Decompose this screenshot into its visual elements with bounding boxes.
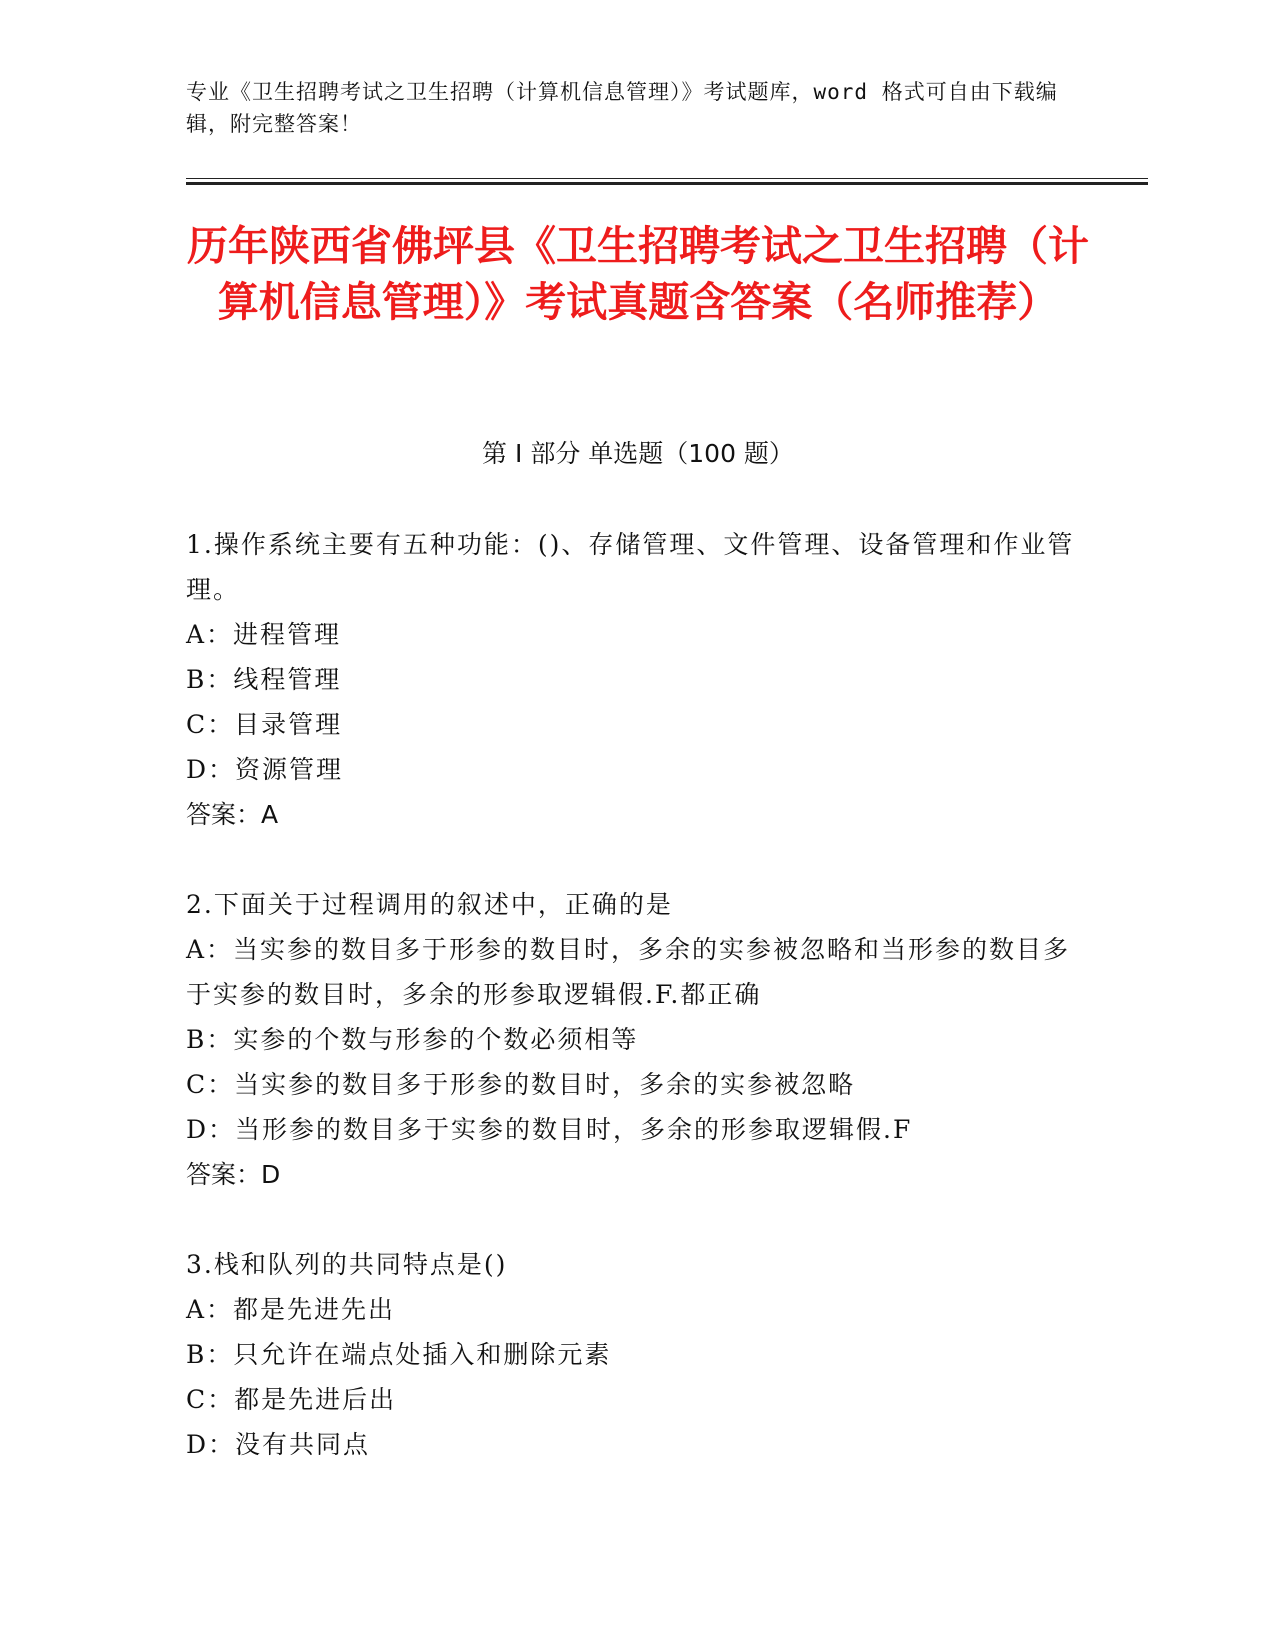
option-d: D：资源管理 [186,755,344,784]
header-note: 专业《卫生招聘考试之卫生招聘（计算机信息管理）》考试题库，word 格式可自由下载编辑，附完整答案！ [186,80,1058,136]
option-a: A：都是先进先出 [186,1295,396,1324]
option-c: C：当实参的数目多于形参的数目时，多余的实参被忽略 [186,1070,856,1099]
option-a: A：进程管理 [186,620,342,649]
question-1 [186,522,1086,838]
question-3 [186,1242,1086,1467]
question-stem: 3.栈和队列的共同特点是() [186,1250,508,1279]
answer-line: 答案：D [186,1160,281,1189]
option-a: A：当实参的数目多于形参的数目时，多余的实参被忽略和当形参的数目多于实参的数目时，多余的形参取逻辑假.F.都正确 [186,935,1071,1009]
option-d: D：当形参的数目多于实参的数目时，多余的形参取逻辑假.F [186,1115,913,1144]
question-2 [186,882,1086,1198]
option-c: C：目录管理 [186,710,343,739]
option-b: B：实参的个数与形参的个数必须相等 [186,1025,639,1054]
question-stem: 2.下面关于过程调用的叙述中，正确的是 [186,890,673,919]
question-stem: 1.操作系统主要有五种功能：()、存储管理、文件管理、设备管理和作业管理。 [186,530,1075,604]
header-divider-thick [186,182,1148,185]
option-b: B：只允许在端点处插入和删除元素 [186,1340,612,1369]
option-d: D：没有共同点 [186,1430,371,1459]
header-divider-thin [186,178,1148,179]
option-b: B：线程管理 [186,665,342,694]
answer-line: 答案：A [186,800,279,829]
option-c: C：都是先进后出 [186,1385,397,1414]
document-title: 历年陕西省佛坪县《卫生招聘考试之卫生招聘（计算机信息管理）》考试真题含答案（名师推荐） [187,222,1089,326]
section-heading: 第 I 部分 单选题（100 题） [482,439,794,468]
question-list [186,522,1086,1511]
